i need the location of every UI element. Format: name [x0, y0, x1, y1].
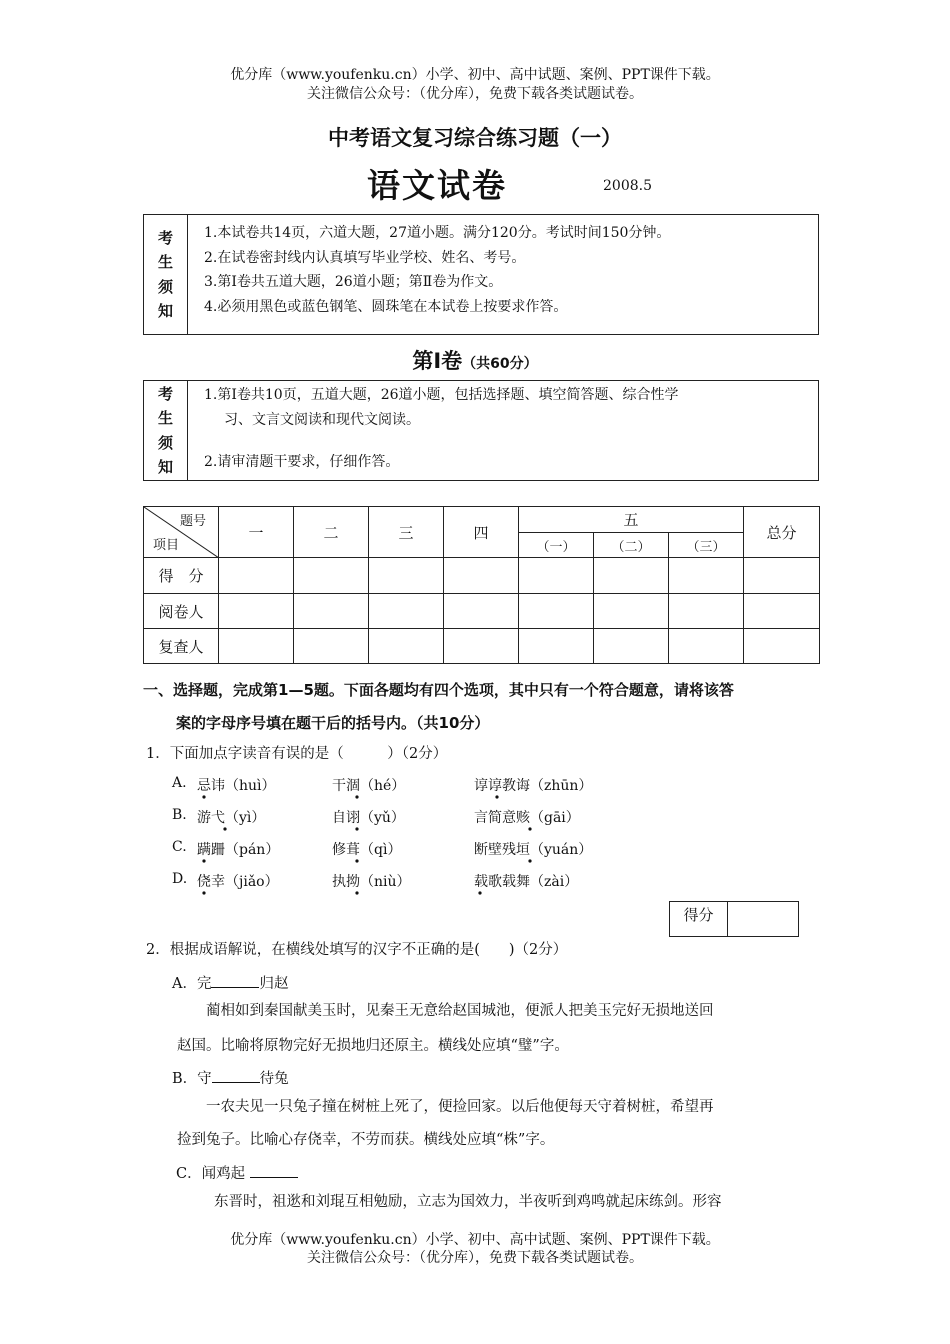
q1-option: 修葺（qì） — [332, 842, 402, 858]
header-line-1: 优分库（www.youfenku.cn）小学、初中、高中试题、案例、PPT课件下载。 — [230, 67, 720, 83]
row-label: 得 分 — [144, 558, 219, 594]
score-box-input[interactable] — [728, 902, 798, 936]
sub-col-header: （二） — [594, 533, 669, 558]
notice-item: 1.本试卷共14页，六道大题，27道小题。满分120分。考试时间150分钟。 — [204, 225, 671, 241]
notice-item: 习、文言文阅读和现代文阅读。 — [224, 411, 420, 428]
q1-option: 游弋（yì） — [197, 810, 266, 826]
notice-item: 1.第Ⅰ卷共10页，五道大题，26道小题，包括选择题、填空简答题、综合性学 — [204, 387, 679, 403]
col-header: 四 — [444, 507, 519, 558]
exam-title: 语文试卷 — [367, 166, 507, 205]
emphasis-dot — [202, 859, 205, 862]
sub-col-header: （一） — [519, 533, 594, 558]
score-box-label: 得分 — [670, 902, 728, 936]
q1-option: 谆谆教诲（zhūn） — [474, 778, 593, 794]
q1-option: 忌讳（huì） — [197, 778, 276, 794]
emphasis-dot — [528, 859, 531, 862]
emphasis-dot — [223, 827, 226, 830]
emphasis-dot — [355, 795, 358, 798]
exam-subtitle: 中考语文复习综合练习题（一） — [328, 126, 622, 150]
emphasis-dot — [495, 795, 498, 798]
table-corner-cell: 题号 项目 — [144, 507, 219, 558]
col-header: 一 — [219, 507, 294, 558]
q1-option-letter: A. — [172, 775, 187, 791]
col-header: 二 — [294, 507, 369, 558]
emphasis-dot — [355, 827, 358, 830]
q1-option: 载歌载舞（zài） — [474, 874, 579, 890]
q2-c-explanation-1: 东晋时，祖逖和刘琨互相勉励，立志为国效力，半夜听到鸡鸣就起床练剑。形容 — [214, 1194, 722, 1210]
q2-a-explanation-1: 蔺相如到秦国献美玉时，见秦王无意给赵国城池，便派人把美玉完好无损地送回 — [206, 1003, 714, 1019]
q1-option-letter: D. — [172, 871, 188, 887]
q1-option: 断壁残垣（yuán） — [474, 842, 593, 858]
header-line-2: 关注微信公众号：（优分库），免费下载各类试题试卷。 — [307, 86, 643, 102]
emphasis-dot — [478, 891, 481, 894]
answer-blank[interactable] — [211, 973, 259, 988]
notice-item: 2.请审清题干要求，仔细作答。 — [204, 454, 400, 470]
q1-option: 言简意赅（gāi） — [474, 810, 580, 826]
emphasis-dot — [355, 859, 358, 862]
sub-col-header: （三） — [669, 533, 744, 558]
col-header-five: 五 — [519, 507, 744, 533]
col-header-total: 总分 — [744, 507, 820, 558]
q1-option-letter: C. — [172, 839, 187, 855]
notice-label: 考 生 须 知 — [144, 381, 188, 480]
part1-heading-line1: 一、选择题，完成第1—5题。下面各题均有四个选项，其中只有一个符合题意，请将该答 — [143, 681, 734, 699]
notice-label: 考 生 须 知 — [144, 215, 188, 334]
q2-option-b: B．守 待兔 — [172, 1068, 289, 1088]
q2-option-c: C．闻鸡起 — [176, 1163, 298, 1183]
col-header: 三 — [369, 507, 444, 558]
part1-heading-line2: 案的字母序号填在题干后的括号内。（共10分） — [176, 714, 490, 732]
q1-option: 干涸（hé） — [332, 778, 406, 794]
answer-blank[interactable] — [212, 1068, 260, 1083]
q2-a-explanation-2: 赵国。比喻将原物完好无损地归还原主。横线处应填“璧”字。 — [177, 1038, 569, 1054]
emphasis-dot — [202, 891, 205, 894]
footer-line-1: 优分库（www.youfenku.cn）小学、初中、高中试题、案例、PPT课件下载。 — [230, 1232, 720, 1248]
answer-blank[interactable] — [250, 1163, 298, 1178]
row-label: 复查人 — [144, 629, 219, 664]
notice-item: 4.必须用黑色或蓝色钢笔、圆珠笔在本试卷上按要求作答。 — [204, 298, 568, 315]
score-box — [669, 901, 799, 937]
notice-item: 3.第Ⅰ卷共五道大题，26道小题；第Ⅱ卷为作文。 — [204, 274, 503, 290]
emphasis-dot — [202, 795, 205, 798]
q2-option-a: A．完 归赵 — [172, 973, 288, 993]
q2-b-explanation-2: 捡到兔子。比喻心存侥幸，不劳而获。横线处应填“株”字。 — [177, 1132, 555, 1148]
footer-line-2: 关注微信公众号：（优分库），免费下载各类试题试卷。 — [307, 1250, 643, 1266]
q1-option: 侥幸（jiǎo） — [197, 874, 279, 890]
q1-option: 自诩（yǔ） — [332, 810, 405, 826]
exam-date: 2008.5 — [603, 178, 652, 194]
q1-option: 蹒跚（pán） — [197, 842, 280, 858]
row-label: 阅卷人 — [144, 594, 219, 629]
emphasis-dot — [355, 891, 358, 894]
q2-stem: 2．根据成语解说，在横线处填写的汉字不正确的是( )（2分） — [146, 942, 568, 958]
q1-stem: 1．下面加点字读音有误的是（ ）（2分） — [146, 746, 448, 762]
q1-option-letter: B. — [172, 807, 187, 823]
emphasis-dot — [528, 827, 531, 830]
section-heading: 第Ⅰ卷（共60分） — [412, 349, 538, 373]
q1-option: 执拗（niù） — [332, 874, 411, 890]
q2-b-explanation-1: 一农夫见一只兔子撞在树桩上死了，便捡回家。以后他便每天守着树桩，希望再 — [206, 1099, 714, 1115]
notice-item: 2.在试卷密封线内认真填写毕业学校、姓名、考号。 — [204, 249, 526, 266]
